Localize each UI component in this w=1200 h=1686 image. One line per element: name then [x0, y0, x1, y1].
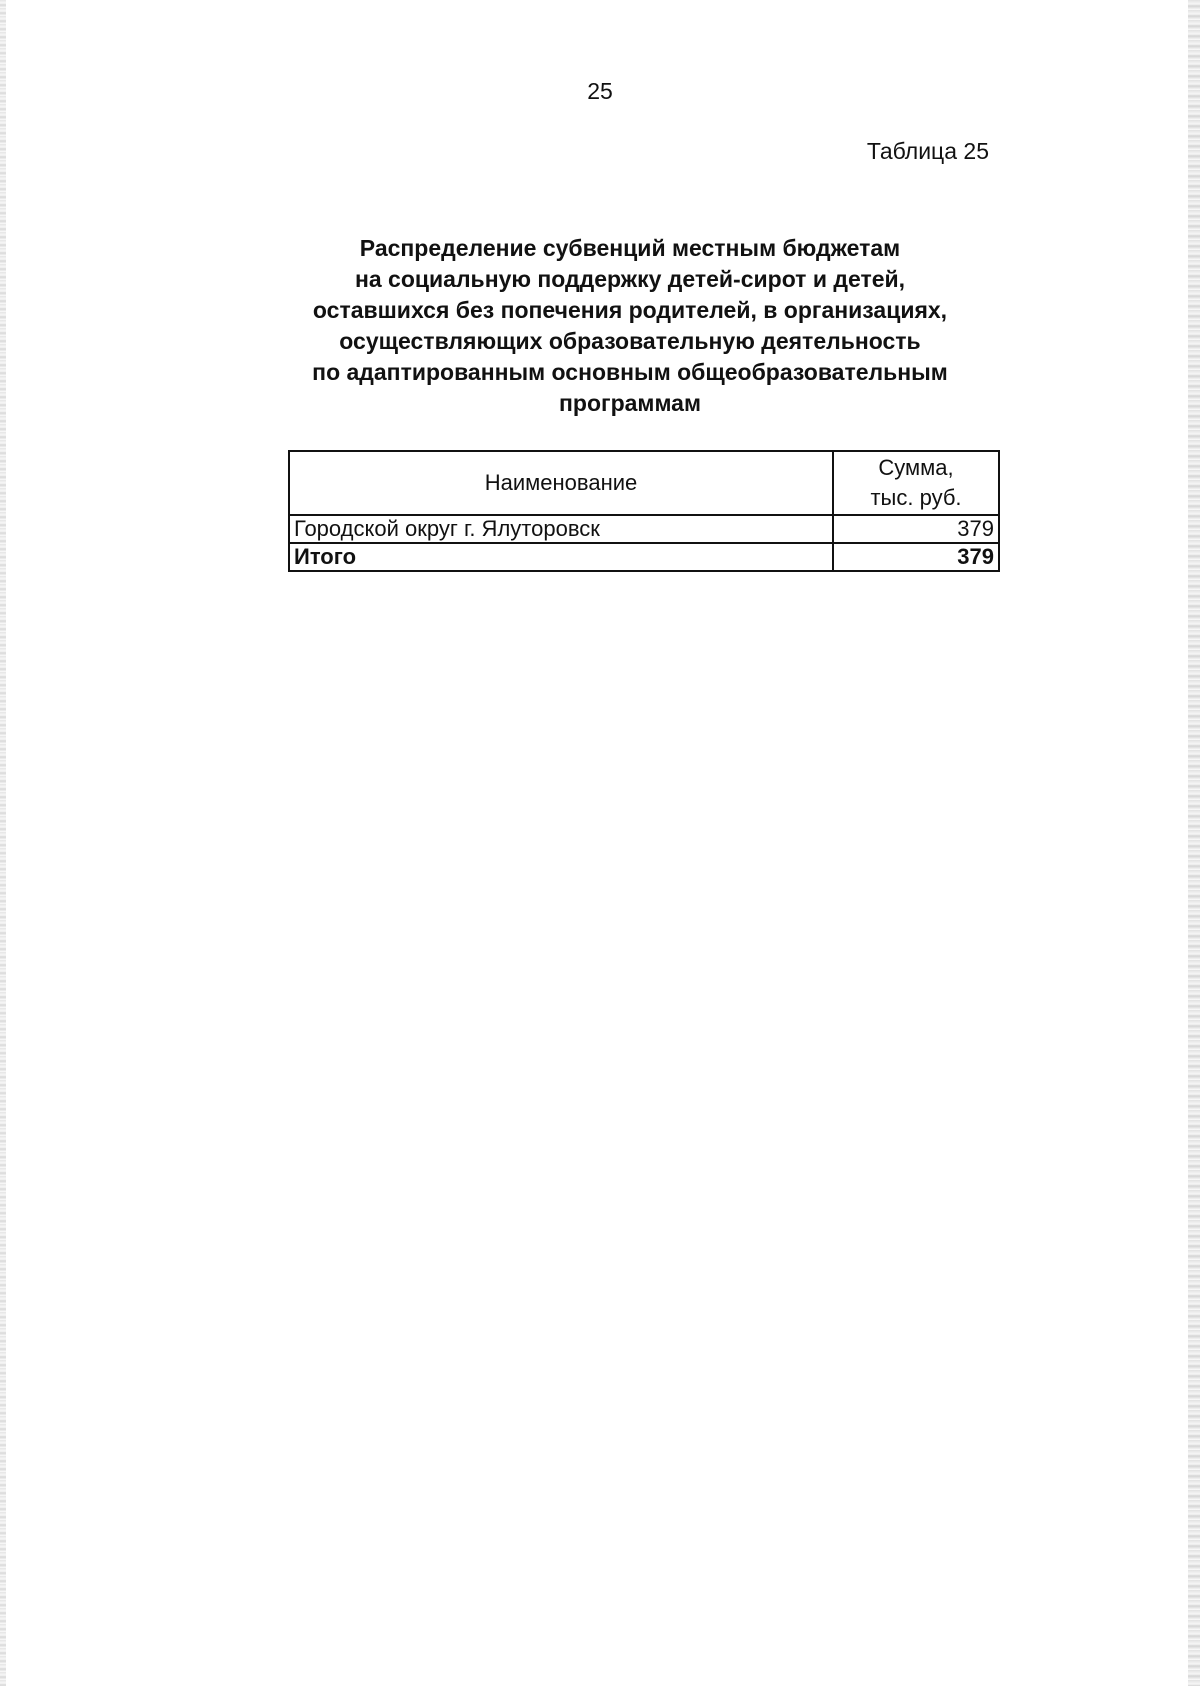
- row-name: Городской округ г. Ялуторовск: [289, 515, 833, 543]
- table-total-row: [289, 543, 999, 571]
- row-value: 379: [833, 515, 999, 543]
- scan-edge-left: [0, 0, 6, 1686]
- table-header-row: [289, 451, 999, 515]
- document-title: [250, 233, 1010, 419]
- total-label: Итого: [289, 543, 833, 571]
- title-line: программам: [559, 390, 701, 416]
- scan-edge-right: [1188, 0, 1200, 1686]
- title-line: оставшихся без попечения родителей, в организациях,: [312, 297, 948, 323]
- total-value: 379: [833, 543, 999, 571]
- header-name: Наименование: [289, 451, 833, 515]
- title-line: Распределение субвенций местным бюджетам: [359, 235, 901, 261]
- title-line: на социальную поддержку детей-сирот и детей,: [354, 266, 906, 292]
- page-number: 25: [587, 78, 613, 104]
- header-sum-line: Сумма,: [878, 455, 954, 480]
- table-row: [289, 515, 999, 543]
- header-sum-unit: тыс. руб.: [870, 485, 962, 510]
- table-caption: Таблица 25: [866, 138, 989, 164]
- header-sum: [833, 451, 999, 515]
- title-line: осуществляющих образовательную деятельность: [339, 328, 921, 354]
- title-line: по адаптированным основным общеобразовательным: [312, 359, 948, 385]
- distribution-table: [288, 450, 1000, 572]
